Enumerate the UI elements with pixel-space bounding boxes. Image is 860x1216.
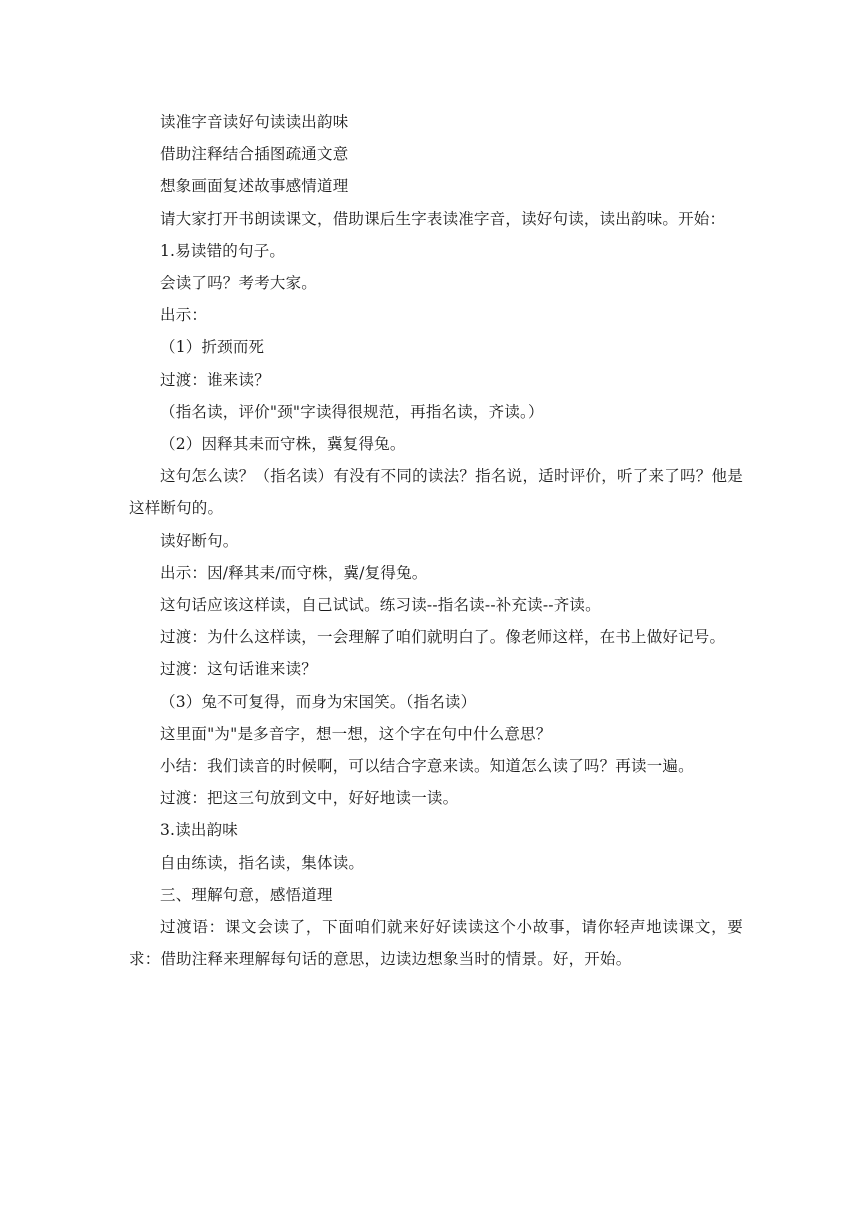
paragraph: 过渡：把这三句放到文中，好好地读一读。: [160, 789, 459, 808]
paragraph: （指名读，评价"颈"字读得很规范，再指名读，齐读。）: [160, 402, 544, 421]
paragraph: （3）兔不可复得，而身为宋国笑。（指名读）: [160, 692, 477, 711]
paragraph: 会读了吗？考考大家。: [160, 274, 318, 293]
paragraph: 过渡：为什么这样读，一会理解了咱们就明白了。像老师这样，在书上做好记号。: [160, 628, 726, 647]
paragraph: 这句话应该这样读，自己试试。练习读--指名读--补充读--齐读。: [160, 596, 601, 615]
paragraph: 出示：因/释其耒/而守株，冀/复得兔。: [160, 563, 428, 582]
paragraph: 1.易读错的句子。: [160, 241, 286, 260]
paragraph: 读准字音读好句读读出韵味: [160, 113, 349, 131]
paragraph: 借助注释结合插图疏通文意: [160, 145, 349, 164]
paragraph: 过渡：谁来读？: [160, 370, 270, 389]
paragraph: 出示：: [160, 306, 208, 325]
paragraph: 这句怎么读？（指名读）有没有不同的读法？指名说，适时评价，听了来了吗？他是这样断句的。: [129, 467, 743, 518]
paragraph: 过渡语：课文会读了，下面咱们就来好好读读这个小故事，请你轻声地读课文，要求：借助注释来理解每句话的意思，边读边想象当时的情景。好，开始。: [129, 918, 743, 969]
paragraph: 自由练读，指名读，集体读。: [160, 853, 365, 872]
paragraph: （1）折颈而死: [160, 338, 265, 357]
paragraph: 3.读出韵味: [160, 821, 238, 840]
paragraph: 这里面"为"是多音字，想一想，这个字在句中什么意思？: [160, 724, 552, 743]
paragraph: （2）因释其耒而守株，冀复得兔。: [160, 435, 406, 454]
paragraph: 过渡：这句话谁来读？: [160, 660, 318, 679]
document-body: [129, 106, 743, 975]
paragraph: 请大家打开书朗读课文，借助课后生字表读准字音，读好句读，读出韵味。开始：: [160, 209, 726, 228]
paragraph: 三、理解句意，感悟道理: [160, 885, 333, 904]
paragraph: 读好断句。: [160, 531, 239, 550]
paragraph: 想象画面复述故事感情道理: [160, 177, 349, 196]
paragraph: 小结：我们读音的时候啊，可以结合字意来读。知道怎么读了吗？再读一遍。: [160, 757, 694, 776]
